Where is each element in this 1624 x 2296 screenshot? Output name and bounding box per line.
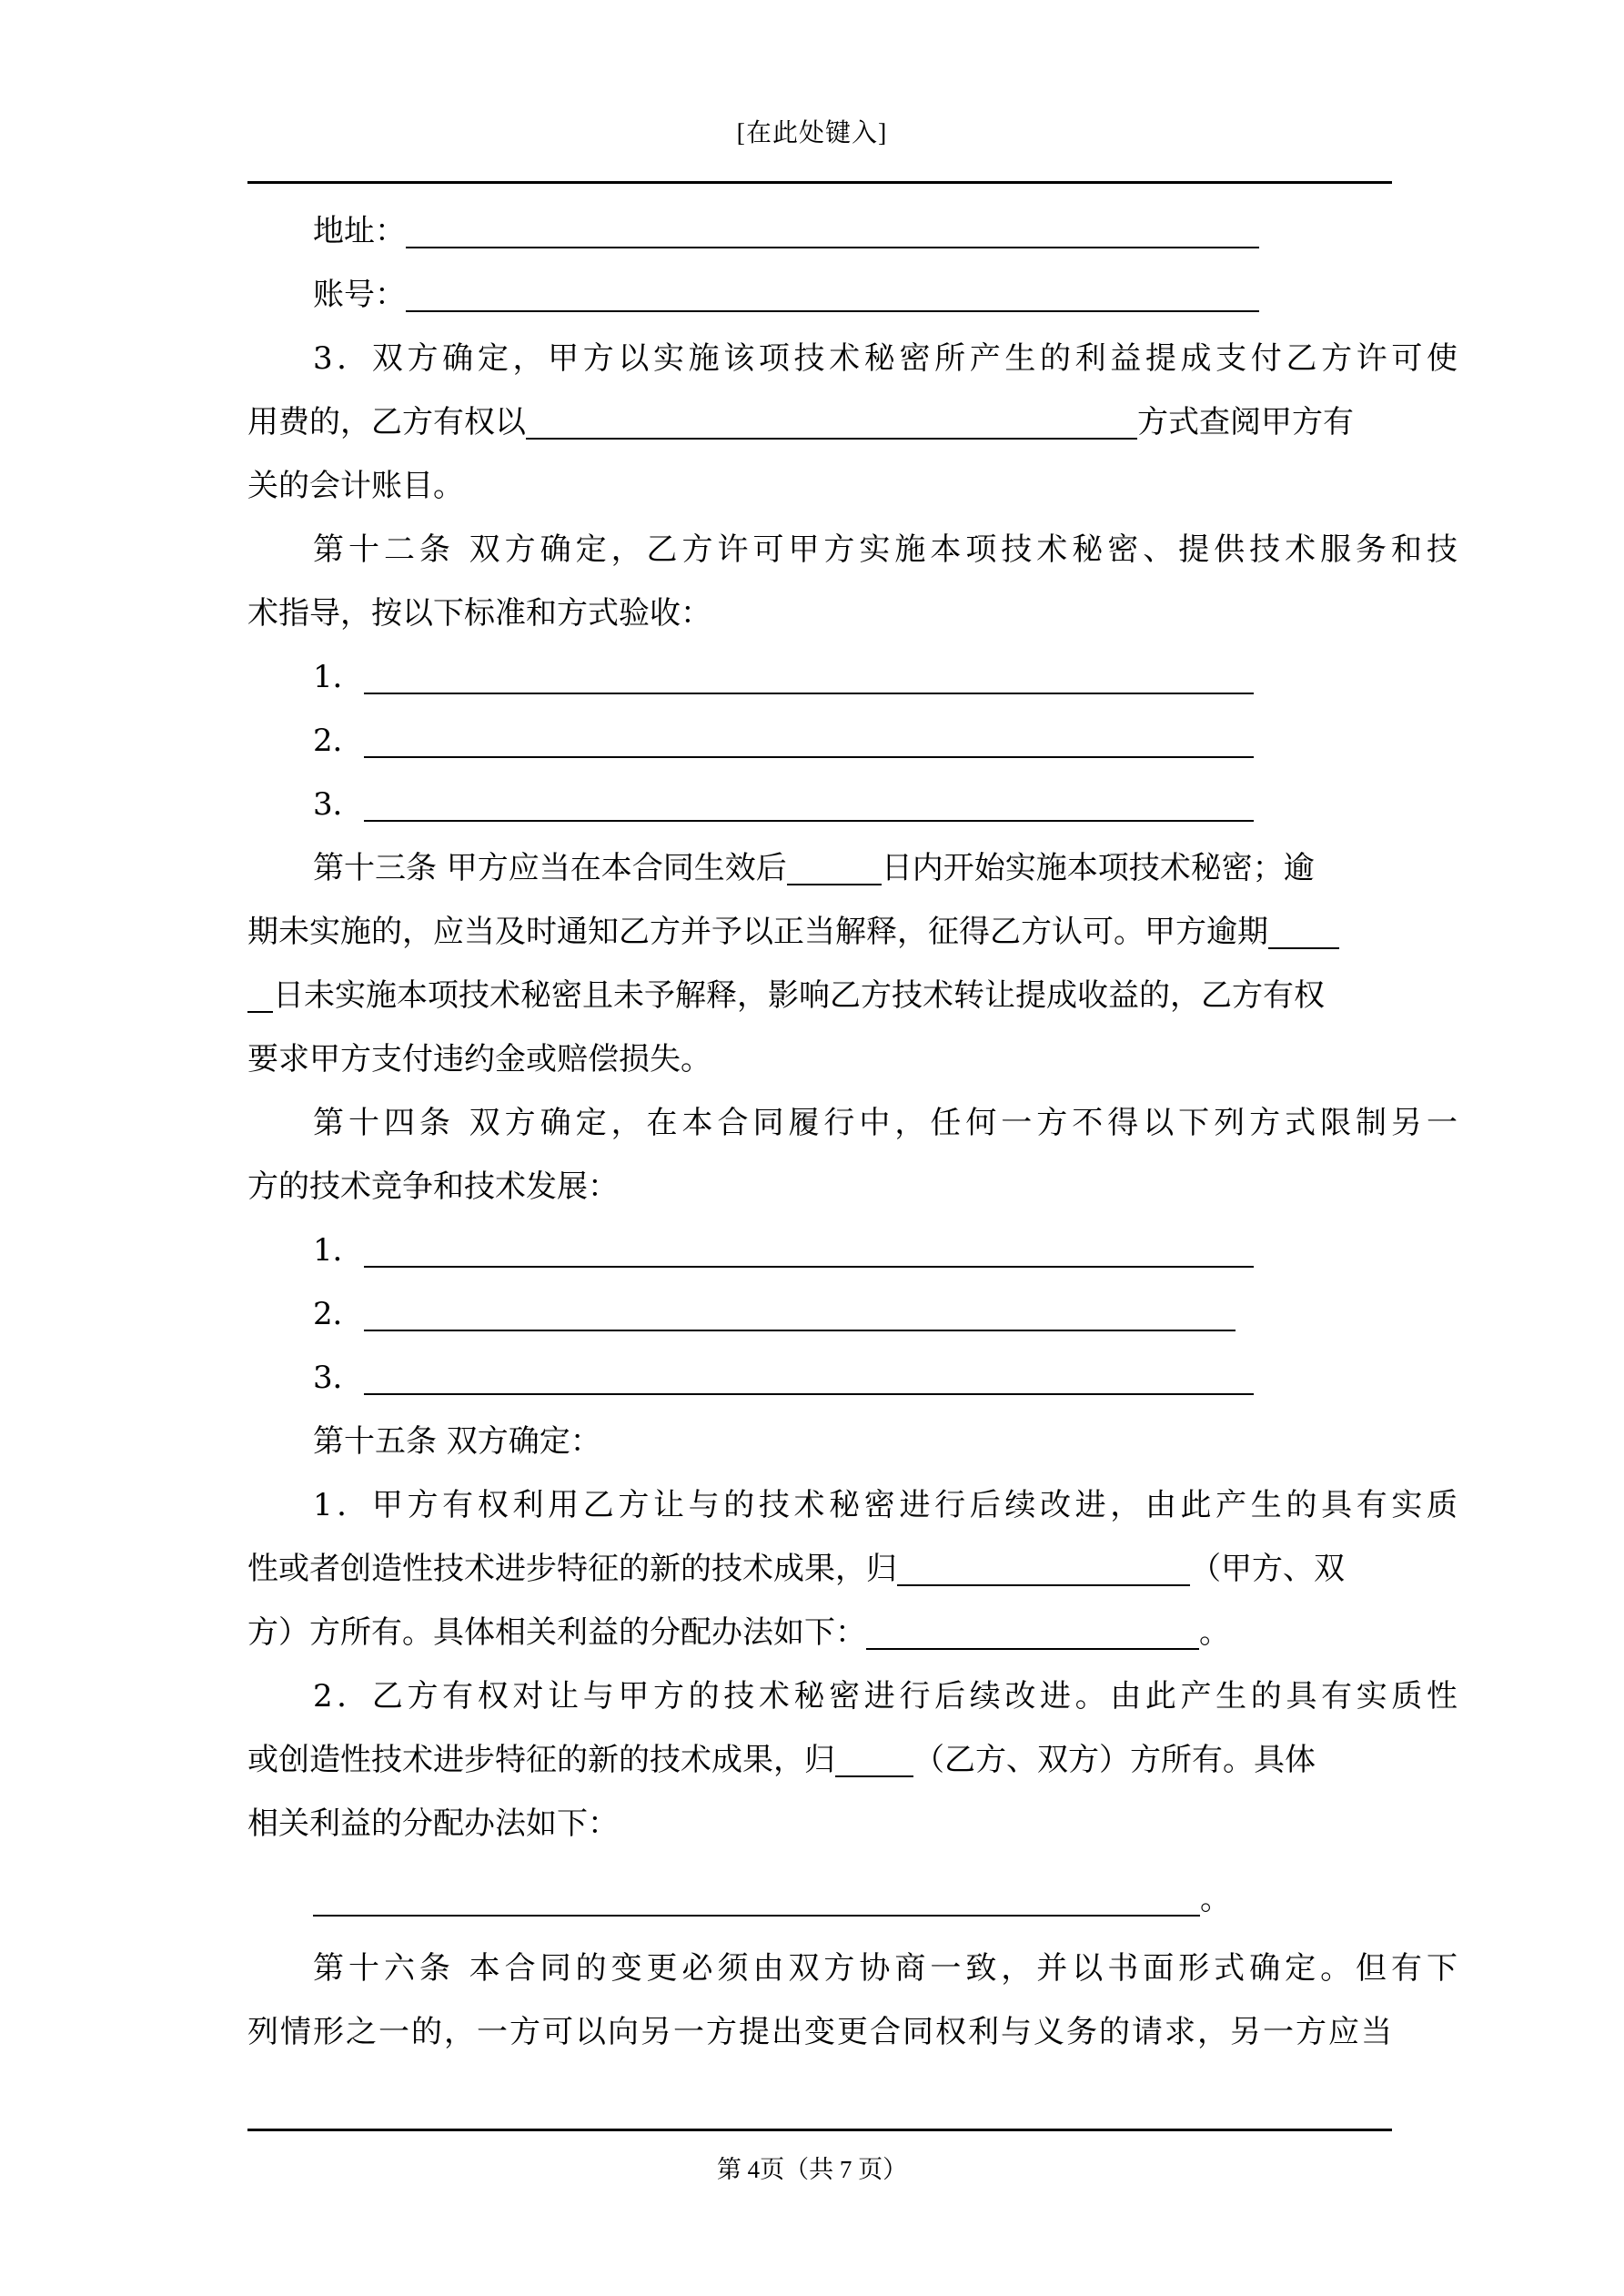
ownership-blank-2[interactable] (835, 1745, 913, 1777)
article-13-line (247, 904, 1392, 960)
paragraph-text: 第十五条 双方确定： (313, 1423, 601, 1460)
paragraph-text: 关的会计账目。 (247, 468, 464, 504)
list-number: 1． (313, 1232, 364, 1269)
paragraph-text: 方式查阅甲方有 (1137, 404, 1354, 440)
article-15-line (247, 1477, 1458, 1533)
paragraph-line (247, 458, 1392, 514)
paragraph-text: 日内开始实施本项技术秘密；逾 (881, 850, 1315, 886)
paragraph-text: 期未实施的，应当及时通知乙方并予以正当解释，征得乙方认可。甲方逾期 (247, 914, 1268, 950)
page-footer: 第 4页（共 7 页） (716, 2156, 908, 2183)
acceptance-blank-2[interactable] (364, 725, 1254, 758)
paragraph-text: 。 (1200, 1881, 1231, 1917)
article-12-line (247, 585, 1392, 642)
paragraph-text: 性或者创造性技术进步特征的新的技术成果，归 (247, 1551, 897, 1587)
article-15-line (247, 1541, 1392, 1597)
acceptance-blank-3[interactable] (364, 789, 1254, 822)
overdue-days-blank-a[interactable] (1268, 916, 1339, 949)
paragraph-text: 第十三条 甲方应当在本合同生效后 (313, 850, 787, 886)
list-number: 3． (313, 786, 364, 823)
article-13-line (247, 1031, 1392, 1087)
article-15-line (247, 1871, 1458, 1927)
article-15-line (247, 1604, 1392, 1661)
paragraph-text: 2．乙方有权对让与甲方的技术秘密进行后续改进。由此产生的具有实质性 (313, 1678, 1458, 1714)
restriction-blank-1[interactable] (364, 1235, 1254, 1268)
article-13-line (247, 840, 1458, 896)
article-15-title (247, 1413, 1458, 1470)
ownership-blank-1[interactable] (897, 1553, 1190, 1586)
list-item (247, 649, 1458, 705)
address-line (247, 203, 1458, 259)
article-15-line (247, 1732, 1392, 1788)
paragraph-line (247, 394, 1392, 450)
paragraph-text: 术指导，按以下标准和方式验收： (247, 595, 711, 632)
inspection-method-blank[interactable] (526, 407, 1137, 440)
paragraph-text: 相关利益的分配办法如下： (247, 1805, 619, 1842)
paragraph-text: 或创造性技术进步特征的新的技术成果，归 (247, 1742, 835, 1778)
list-item (247, 1222, 1458, 1279)
paragraph-text: 第十二条 双方确定，乙方许可甲方实施本项技术秘密、提供技术服务和技 (313, 531, 1458, 568)
address-label: 地址： (313, 213, 406, 249)
article-15-line (247, 1795, 1392, 1852)
overdue-days-blank-b[interactable] (247, 980, 273, 1013)
paragraph-text: 。 (1199, 1614, 1230, 1651)
article-14-line (247, 1158, 1392, 1215)
page-header: [在此处键入] (736, 119, 888, 147)
list-item (247, 713, 1458, 769)
list-number: 3． (313, 1360, 364, 1396)
paragraph-text: 列情形之一的，一方可以向另一方提出变更合同权利与义务的请求，另一方应当 (247, 2014, 1392, 2050)
list-number: 2． (313, 723, 364, 759)
article-13-line (247, 967, 1392, 1024)
distribution-blank-1[interactable] (866, 1617, 1199, 1650)
distribution-blank-2[interactable] (313, 1884, 1200, 1917)
footer-rule (247, 2129, 1392, 2131)
paragraph-text: （甲方、双 (1190, 1551, 1345, 1587)
article-12-line (247, 521, 1458, 578)
account-line (247, 267, 1458, 323)
paragraph-text: 方的技术竞争和技术发展： (247, 1168, 619, 1205)
header-rule (247, 181, 1392, 184)
start-days-blank[interactable] (787, 853, 882, 885)
account-blank[interactable] (406, 279, 1259, 312)
address-blank[interactable] (406, 216, 1259, 248)
list-number: 2． (313, 1296, 364, 1332)
paragraph-line (247, 330, 1458, 387)
account-label: 账号： (313, 277, 406, 313)
paragraph-text: 要求甲方支付违约金或赔偿损失。 (247, 1041, 711, 1077)
list-number: 1． (313, 659, 364, 695)
restriction-blank-2[interactable] (364, 1299, 1236, 1331)
list-item (247, 1350, 1458, 1406)
paragraph-text: 第十四条 双方确定，在本合同履行中，任何一方不得以下列方式限制另一 (313, 1105, 1458, 1141)
paragraph-text: 第十六条 本合同的变更必须由双方协商一致，并以书面形式确定。但有下 (313, 1950, 1458, 1987)
paragraph-text: 日未实施本项技术秘密且未予解释，影响乙方技术转让提成收益的，乙方有权 (273, 977, 1325, 1014)
list-item (247, 1286, 1458, 1342)
restriction-blank-3[interactable] (364, 1362, 1254, 1395)
list-item (247, 776, 1458, 833)
article-16-line (247, 2004, 1392, 2060)
article-16-line (247, 1940, 1458, 1997)
article-15-line (247, 1668, 1458, 1725)
paragraph-text: （乙方、双方）方所有。具体 (913, 1742, 1316, 1778)
paragraph-text: 3．双方确定，甲方以实施该项技术秘密所产生的利益提成支付乙方许可使 (313, 340, 1458, 377)
paragraph-text: 用费的，乙方有权以 (247, 404, 526, 440)
paragraph-text: 方）方所有。具体相关利益的分配办法如下： (247, 1614, 866, 1651)
paragraph-text: 1．甲方有权利用乙方让与的技术秘密进行后续改进，由此产生的具有实质 (313, 1487, 1458, 1523)
acceptance-blank-1[interactable] (364, 662, 1254, 694)
article-14-line (247, 1095, 1458, 1151)
